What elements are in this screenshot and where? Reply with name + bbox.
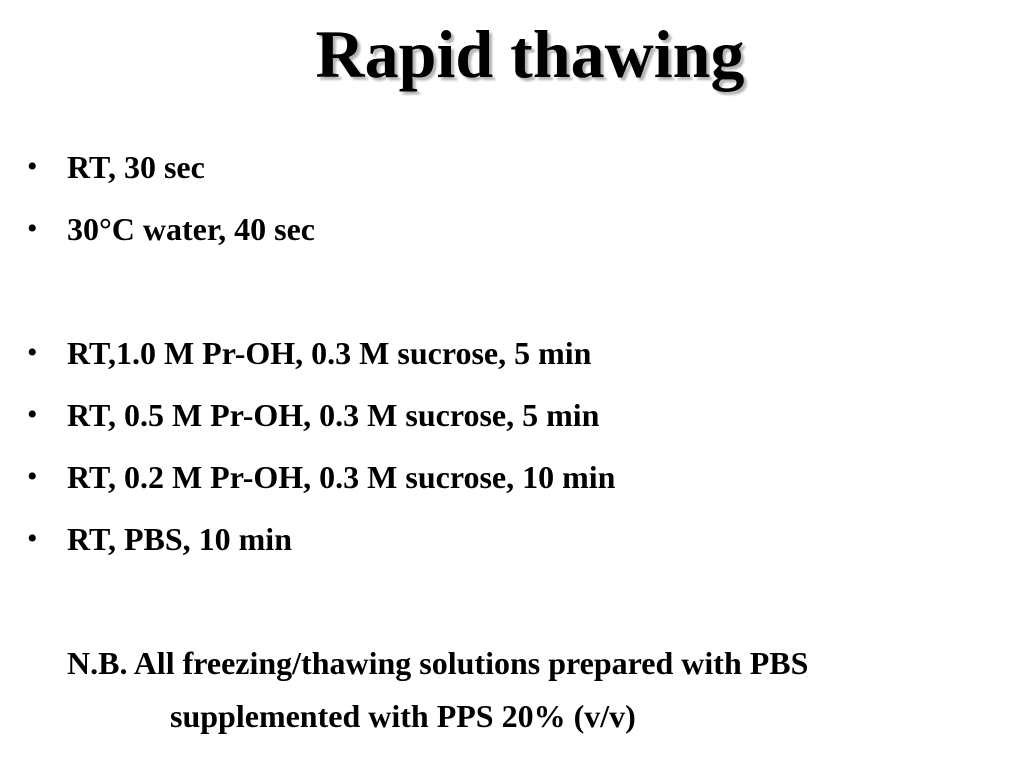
bullet-point-icon: • [27, 522, 38, 555]
footnote [67, 643, 1017, 736]
list-item [0, 147, 1000, 187]
list-item-text: RT,1.0 M Pr-OH, 0.3 M sucrose, 5 min [67, 335, 592, 371]
bullet-point-icon: • [27, 150, 38, 183]
list-item [0, 333, 1000, 373]
list-item [0, 395, 1000, 435]
list-item-text: RT, 30 sec [67, 149, 205, 185]
bullet-point-icon: • [27, 336, 38, 369]
list-item [0, 519, 1000, 559]
list-item-text: RT, PBS, 10 min [67, 521, 292, 557]
bullet-point-icon: • [27, 398, 38, 431]
list-item [0, 457, 1000, 497]
list-item-text: 30°C water, 40 sec [67, 211, 315, 247]
footnote-line-2: supplemented with PPS 20% (v/v) [170, 698, 636, 734]
bullet-point-icon: • [27, 212, 38, 245]
list-item-text: RT, 0.2 M Pr-OH, 0.3 M sucrose, 10 min [67, 459, 616, 495]
list-item-text: RT, 0.5 M Pr-OH, 0.3 M sucrose, 5 min [67, 397, 600, 433]
footnote-line-1: N.B. All freezing/thawing solutions prepared with PBS [67, 645, 809, 681]
list-item [0, 209, 1000, 249]
bullet-point-icon: • [27, 460, 38, 493]
slide-title: Rapid thawing [315, 16, 745, 92]
